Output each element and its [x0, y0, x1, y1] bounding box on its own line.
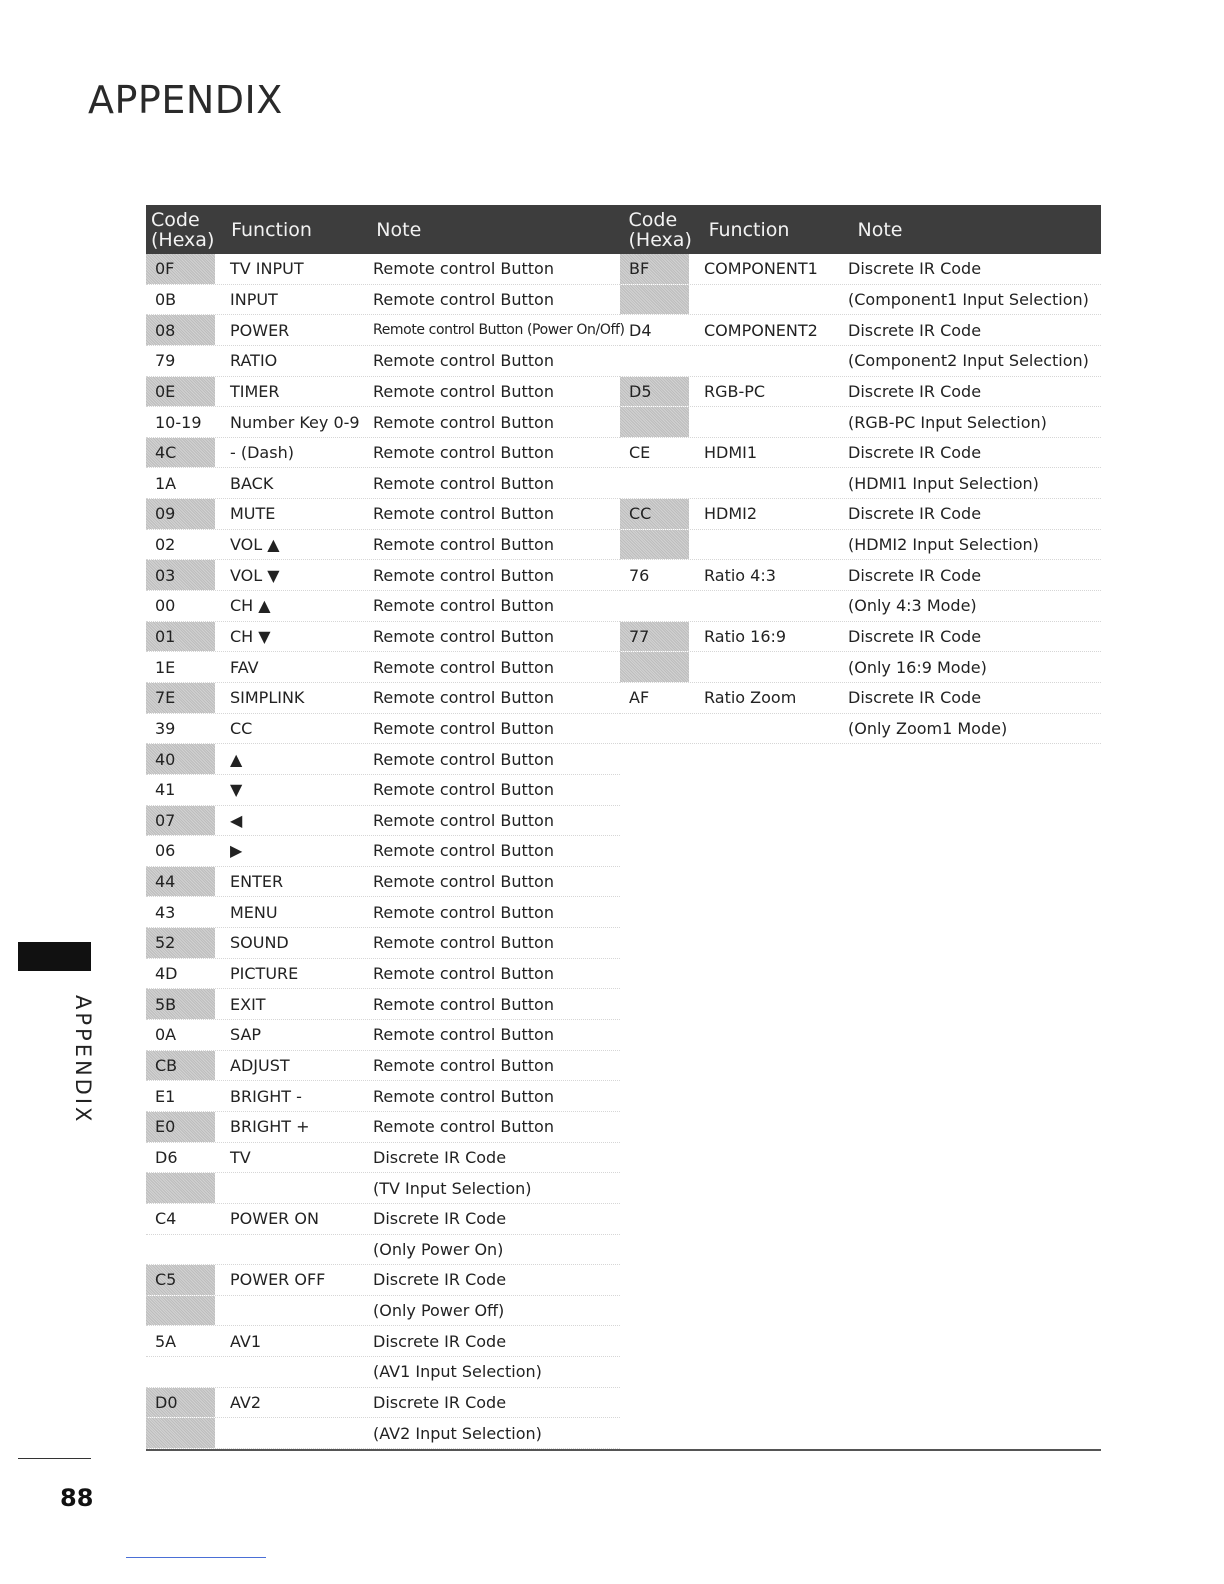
code-cell: 39: [155, 718, 176, 738]
code-cell: [146, 1235, 215, 1265]
code-cell: [620, 468, 689, 498]
table-row: [146, 591, 620, 622]
note-cell: (Component2 Input Selection): [848, 351, 1089, 371]
table-row: [620, 622, 1101, 653]
note-cell: Remote control Button: [373, 443, 554, 463]
table-row: [146, 652, 620, 683]
table-row: [146, 867, 620, 898]
right-column: [620, 254, 1101, 1449]
note-cell: Remote control Button: [373, 351, 554, 371]
code-cell: 7E: [146, 683, 215, 713]
table-bottom-rule: [146, 1449, 1101, 1451]
function-cell: ▼: [230, 780, 243, 800]
function-cell: RATIO: [230, 351, 278, 371]
header-function-right: Function: [708, 218, 790, 241]
code-cell: [620, 530, 689, 560]
code-cell: D6: [155, 1147, 178, 1167]
table-row: [146, 1112, 620, 1143]
function-cell: BACK: [230, 473, 274, 493]
page-number: 88: [60, 1484, 94, 1512]
code-cell: 09: [146, 499, 215, 529]
function-cell: CH ▲: [230, 596, 271, 616]
table-row: [146, 560, 620, 591]
note-cell: Remote control Button: [373, 259, 554, 279]
note-cell: Remote control Button: [373, 412, 554, 432]
function-cell: COMPONENT1: [704, 259, 818, 279]
function-cell: ▲: [230, 749, 243, 769]
code-cell: E1: [155, 1086, 176, 1106]
note-cell: Remote control Button: [373, 1055, 554, 1075]
function-cell: AV1: [230, 1331, 262, 1351]
function-cell: MENU: [230, 902, 278, 922]
function-cell: AV2: [230, 1393, 262, 1413]
code-cell: 4D: [155, 964, 178, 984]
code-cell: 4C: [146, 438, 215, 468]
table-row: [146, 499, 620, 530]
table-row: [146, 1235, 620, 1266]
note-cell: Discrete IR Code: [848, 504, 982, 524]
function-cell: Ratio Zoom: [704, 688, 797, 708]
code-cell: [620, 591, 689, 621]
code-cell: 5A: [155, 1331, 177, 1351]
function-cell: HDMI2: [704, 504, 758, 524]
table-row: [146, 377, 620, 408]
code-cell: 5B: [146, 989, 215, 1019]
code-cell: 08: [146, 315, 215, 345]
table-row: [146, 1081, 620, 1112]
note-cell: Discrete IR Code: [373, 1147, 507, 1167]
table-row: [620, 468, 1101, 499]
note-cell: (TV Input Selection): [373, 1178, 532, 1198]
code-cell: 77: [620, 622, 689, 652]
code-cell: 0F: [146, 254, 215, 284]
function-cell: FAV: [230, 657, 259, 677]
table-row: [146, 775, 620, 806]
table-row: [146, 714, 620, 745]
note-cell: Discrete IR Code: [848, 627, 982, 646]
function-cell: CH ▼: [230, 627, 271, 646]
code-cell: BF: [620, 254, 689, 284]
code-cell: [620, 285, 689, 315]
function-cell: SAP: [230, 1025, 262, 1045]
code-cell: CE: [629, 443, 651, 463]
code-cell: D5: [620, 377, 689, 407]
table-row: [146, 1265, 620, 1296]
code-cell: [146, 1418, 215, 1448]
note-cell: Discrete IR Code: [373, 1331, 507, 1351]
code-cell: 40: [146, 744, 215, 774]
note-cell: Remote control Button (Power On/Off): [373, 322, 625, 339]
code-cell: 52: [146, 928, 215, 958]
code-cell: [620, 407, 689, 437]
note-cell: Discrete IR Code: [373, 1209, 507, 1229]
note-cell: Remote control Button: [373, 872, 554, 892]
table-row: [146, 1020, 620, 1051]
code-cell: 43: [155, 902, 176, 922]
function-cell: - (Dash): [230, 443, 294, 463]
function-cell: POWER OFF: [230, 1270, 326, 1290]
function-cell: INPUT: [230, 289, 278, 309]
table-row: [146, 285, 620, 316]
code-cell: 07: [146, 806, 215, 836]
header-code-line2: (Hexa): [151, 228, 215, 251]
table-row: [620, 377, 1101, 408]
function-cell: BRIGHT +: [230, 1117, 310, 1137]
code-cell: CC: [620, 499, 689, 529]
table-row: [620, 438, 1101, 469]
table-row: [620, 591, 1101, 622]
table-body: [146, 254, 1101, 1449]
function-cell: VOL ▼: [230, 565, 280, 585]
table-row: [146, 1418, 620, 1449]
code-cell: 0B: [155, 289, 177, 309]
table-row: [146, 1326, 620, 1357]
code-cell: 1E: [155, 657, 176, 677]
section-marker: [18, 942, 91, 971]
function-cell: MUTE: [230, 504, 276, 524]
function-cell: ADJUST: [230, 1055, 290, 1075]
note-cell: (RGB-PC Input Selection): [848, 412, 1047, 432]
table-row: [146, 683, 620, 714]
note-cell: (AV1 Input Selection): [373, 1362, 542, 1382]
code-cell: C5: [146, 1265, 215, 1295]
table-row: [146, 438, 620, 469]
note-cell: (HDMI1 Input Selection): [848, 473, 1039, 493]
note-cell: Remote control Button: [373, 1117, 554, 1137]
table-row: [620, 499, 1101, 530]
note-cell: (HDMI2 Input Selection): [848, 535, 1039, 555]
function-cell: Ratio 4:3: [704, 565, 776, 585]
table-row: [146, 1051, 620, 1082]
code-cell: 00: [155, 596, 176, 616]
note-cell: Remote control Button: [373, 841, 554, 861]
function-cell: CC: [230, 718, 253, 738]
code-cell: 76: [629, 565, 650, 585]
table-row: [620, 285, 1101, 316]
table-row: [146, 1143, 620, 1174]
code-cell: CB: [146, 1051, 215, 1081]
code-cell: [146, 1173, 215, 1203]
table-row: [146, 1296, 620, 1327]
code-cell: AF: [629, 688, 650, 708]
header-code: [146, 205, 215, 254]
note-cell: Remote control Button: [373, 381, 554, 401]
note-cell: Remote control Button: [373, 780, 554, 800]
function-cell: SIMPLINK: [230, 688, 305, 708]
function-cell: PICTURE: [230, 964, 299, 984]
function-cell: EXIT: [230, 994, 266, 1014]
header-code-line1: Code: [151, 208, 200, 231]
function-cell: COMPONENT2: [704, 320, 818, 340]
note-cell: Discrete IR Code: [848, 443, 982, 463]
note-cell: Remote control Button: [373, 565, 554, 585]
table-row: [146, 346, 620, 377]
table-row: [146, 254, 620, 285]
table-row: [620, 683, 1101, 714]
ir-code-table: [146, 205, 1101, 1451]
header-code-right: [624, 205, 693, 254]
table-row: [620, 254, 1101, 285]
code-cell: 0E: [146, 377, 215, 407]
code-cell: E0: [146, 1112, 215, 1142]
table-row: [146, 959, 620, 990]
header-note: Note: [376, 218, 422, 241]
note-cell: Remote control Button: [373, 1025, 554, 1045]
code-cell: 44: [146, 867, 215, 897]
note-cell: (Only Power On): [373, 1239, 504, 1259]
side-tab-label: APPENDIX: [71, 995, 95, 1125]
table-row: [620, 652, 1101, 683]
function-cell: ▶: [230, 841, 243, 861]
note-cell: Remote control Button: [373, 473, 554, 493]
note-cell: Remote control Button: [373, 289, 554, 309]
note-cell: Remote control Button: [373, 902, 554, 922]
header-code-line2-right: (Hexa): [628, 228, 692, 251]
function-cell: BRIGHT -: [230, 1086, 302, 1106]
note-cell: Remote control Button: [373, 627, 554, 646]
function-cell: POWER ON: [230, 1209, 319, 1229]
code-cell: 10-19: [155, 412, 202, 432]
table-row: [146, 744, 620, 775]
left-column: [146, 254, 625, 1449]
function-cell: Number Key 0-9: [230, 412, 360, 432]
note-cell: Remote control Button: [373, 657, 554, 677]
code-cell: 41: [155, 780, 176, 800]
function-cell: ENTER: [230, 872, 284, 892]
header-code-line1-right: Code: [628, 208, 678, 231]
function-cell: ◀: [230, 810, 243, 830]
code-cell: 0A: [155, 1025, 177, 1045]
table-row: [146, 1388, 620, 1419]
page-title: APPENDIX: [88, 78, 283, 122]
table-row: [146, 622, 620, 653]
code-cell: [146, 1296, 215, 1326]
bottom-link-underline: [126, 1557, 266, 1558]
table-row: [146, 530, 620, 561]
code-cell: [146, 1357, 215, 1387]
note-cell: Discrete IR Code: [848, 688, 982, 708]
code-cell: [620, 652, 689, 682]
note-cell: (Component1 Input Selection): [848, 289, 1089, 309]
table-row: [146, 897, 620, 928]
note-cell: Discrete IR Code: [848, 320, 982, 340]
note-cell: Remote control Button: [373, 964, 554, 984]
code-cell: 06: [155, 841, 176, 861]
note-cell: Discrete IR Code: [373, 1270, 507, 1290]
table-row: [146, 407, 620, 438]
table-row: [146, 315, 625, 346]
table-row: [146, 989, 620, 1020]
code-cell: 1A: [155, 473, 177, 493]
note-cell: Discrete IR Code: [848, 381, 982, 401]
table-row: [146, 836, 620, 867]
table-row: [146, 468, 620, 499]
note-cell: Remote control Button: [373, 1086, 554, 1106]
code-cell: 01: [146, 622, 215, 652]
table-row: [146, 1357, 620, 1388]
note-cell: Discrete IR Code: [848, 259, 982, 279]
table-row: [620, 530, 1101, 561]
table-row: [146, 1173, 620, 1204]
header-function: Function: [231, 218, 312, 241]
footer-divider: [18, 1458, 91, 1459]
function-cell: HDMI1: [704, 443, 758, 463]
header-note-right: Note: [857, 218, 903, 241]
note-cell: Remote control Button: [373, 688, 554, 708]
table-row: [620, 407, 1101, 438]
note-cell: (Only Power Off): [373, 1301, 505, 1321]
table-row: [620, 714, 1101, 745]
note-cell: Remote control Button: [373, 749, 554, 769]
table-row: [620, 315, 1101, 346]
function-cell: POWER: [230, 320, 290, 340]
code-cell: 02: [155, 535, 176, 555]
note-cell: Remote control Button: [373, 933, 554, 953]
note-cell: Remote control Button: [373, 994, 554, 1014]
function-cell: Ratio 16:9: [704, 627, 787, 646]
function-cell: TV: [230, 1147, 251, 1167]
code-cell: D0: [146, 1388, 215, 1418]
code-cell: [620, 346, 689, 376]
code-cell: D4: [629, 320, 652, 340]
note-cell: Discrete IR Code: [848, 565, 982, 585]
function-cell: VOL ▲: [230, 535, 280, 555]
table-header: [146, 205, 1101, 254]
note-cell: Remote control Button: [373, 504, 554, 524]
code-cell: 03: [146, 560, 215, 590]
note-cell: Remote control Button: [373, 810, 554, 830]
code-cell: 79: [155, 351, 176, 371]
table-row: [620, 346, 1101, 377]
code-cell: [620, 714, 689, 744]
table-row: [620, 560, 1101, 591]
table-row: [146, 1204, 620, 1235]
note-cell: Remote control Button: [373, 535, 554, 555]
function-cell: TIMER: [230, 381, 280, 401]
note-cell: (AV2 Input Selection): [373, 1423, 542, 1443]
table-row: [146, 806, 620, 837]
code-cell: C4: [155, 1209, 177, 1229]
function-cell: RGB-PC: [704, 381, 766, 401]
note-cell: (Only 4:3 Mode): [848, 596, 977, 616]
note-cell: (Only Zoom1 Mode): [848, 718, 1008, 738]
function-cell: TV INPUT: [230, 259, 304, 279]
note-cell: Discrete IR Code: [373, 1393, 507, 1413]
table-row: [146, 928, 620, 959]
note-cell: (Only 16:9 Mode): [848, 657, 987, 677]
function-cell: SOUND: [230, 933, 289, 953]
note-cell: Remote control Button: [373, 596, 554, 616]
note-cell: Remote control Button: [373, 718, 554, 738]
